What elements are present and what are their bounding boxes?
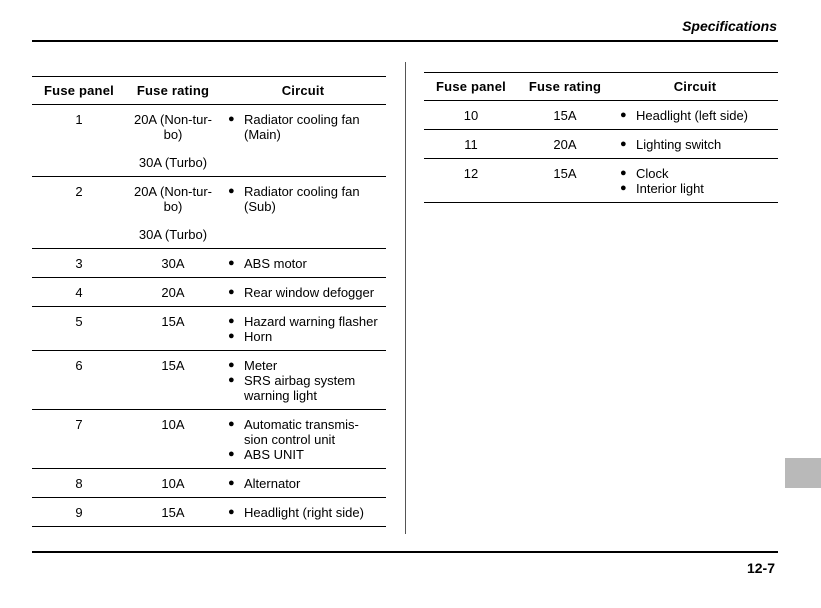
bullet-icon: ● xyxy=(228,315,235,327)
table-header-row xyxy=(32,77,386,105)
circuit-label: Horn xyxy=(244,329,273,344)
circuit-label: Hazard warning flasher xyxy=(244,314,378,329)
circuit-item xyxy=(226,112,386,142)
circuit-item xyxy=(226,184,386,214)
table-header-row xyxy=(424,73,778,101)
fuse-panel-number: 5 xyxy=(32,307,126,351)
circuit-item xyxy=(618,181,778,196)
page-number: 12-7 xyxy=(746,560,775,576)
bullet-icon: ● xyxy=(228,113,235,125)
circuit-item xyxy=(226,476,386,491)
fuse-rating: 15A xyxy=(553,166,577,181)
circuit-cell xyxy=(220,177,386,249)
fuse-rating: 20A (Non-tur- bo) xyxy=(133,184,213,214)
fuse-rating-cell xyxy=(126,249,220,278)
circuit-cell xyxy=(220,278,386,307)
fuse-rating: 30A xyxy=(161,256,185,271)
fuse-panel-number: 11 xyxy=(424,130,518,159)
fuse-rating: 15A xyxy=(161,505,185,520)
circuit-item xyxy=(226,505,386,520)
fuse-panel-number: 2 xyxy=(32,177,126,249)
circuit-item xyxy=(226,314,386,329)
circuit-cell xyxy=(220,105,386,177)
fuse-rating-cell xyxy=(518,159,612,203)
fuse-rating-cell xyxy=(126,351,220,410)
circuit-label: Rear window defogger xyxy=(244,285,375,300)
table-row xyxy=(32,469,386,498)
bullet-icon: ● xyxy=(228,448,235,460)
circuit-item xyxy=(226,285,386,300)
bullet-icon: ● xyxy=(228,359,235,371)
fuse-rating-cell xyxy=(518,130,612,159)
circuit-label: Headlight (right side) xyxy=(244,505,364,520)
fuse-rating: 10A xyxy=(161,476,185,491)
header-circuit: Circuit xyxy=(220,77,386,105)
bullet-icon: ● xyxy=(620,167,627,179)
fuse-rating-cell xyxy=(126,307,220,351)
circuit-item xyxy=(226,373,386,403)
circuit-cell xyxy=(612,101,778,130)
fuse-panel-number: 6 xyxy=(32,351,126,410)
table-row xyxy=(32,498,386,527)
fuse-table-left xyxy=(32,76,386,527)
bullet-icon: ● xyxy=(228,185,235,197)
fuse-rating-cell xyxy=(126,105,220,177)
header-fuse-rating: Fuse rating xyxy=(126,77,220,105)
table-row xyxy=(32,307,386,351)
circuit-label: Lighting switch xyxy=(636,137,722,152)
fuse-rating-cell xyxy=(126,469,220,498)
bullet-icon: ● xyxy=(620,182,627,194)
circuit-label: Meter xyxy=(244,358,278,373)
circuit-label: SRS airbag system warning light xyxy=(244,373,356,403)
fuse-panel-number: 1 xyxy=(32,105,126,177)
fuse-rating: 20A xyxy=(553,137,577,152)
circuit-label: Radiator cooling fan (Main) xyxy=(244,112,360,142)
circuit-item xyxy=(226,358,386,373)
circuit-item xyxy=(226,447,386,462)
fuse-rating: 30A (Turbo) xyxy=(138,155,208,170)
fuse-rating: 20A xyxy=(161,285,185,300)
circuit-item xyxy=(618,137,778,152)
circuit-cell xyxy=(220,351,386,410)
fuse-panel-number: 10 xyxy=(424,101,518,130)
fuse-panel-number: 7 xyxy=(32,410,126,469)
fuse-panel-number: 12 xyxy=(424,159,518,203)
fuse-panel-number: 9 xyxy=(32,498,126,527)
fuse-rating-cell xyxy=(126,410,220,469)
table-row xyxy=(32,410,386,469)
table-row xyxy=(32,105,386,177)
bullet-icon: ● xyxy=(228,257,235,269)
circuit-label: Headlight (left side) xyxy=(636,108,748,123)
bullet-icon: ● xyxy=(228,477,235,489)
fuse-rating-cell xyxy=(126,177,220,249)
circuit-cell xyxy=(220,498,386,527)
circuit-cell xyxy=(220,307,386,351)
bullet-icon: ● xyxy=(228,506,235,518)
chapter-tab xyxy=(785,458,821,488)
page-section-title: Specifications xyxy=(682,18,777,34)
bullet-icon: ● xyxy=(620,109,627,121)
fuse-panel-number: 8 xyxy=(32,469,126,498)
fuse-rating: 20A (Non-tur- bo) xyxy=(133,112,213,142)
fuse-rating: 15A xyxy=(161,358,185,373)
header-circuit: Circuit xyxy=(612,73,778,101)
circuit-label: Radiator cooling fan (Sub) xyxy=(244,184,360,214)
circuit-cell xyxy=(612,159,778,203)
bullet-icon: ● xyxy=(228,374,235,386)
fuse-rating-cell xyxy=(126,278,220,307)
circuit-label: Alternator xyxy=(244,476,301,491)
table-row xyxy=(32,278,386,307)
bullet-icon: ● xyxy=(228,330,235,342)
bullet-icon: ● xyxy=(620,138,627,150)
header-rule xyxy=(32,40,778,42)
circuit-item xyxy=(618,108,778,123)
table-row xyxy=(424,130,778,159)
circuit-item xyxy=(226,417,386,447)
circuit-cell xyxy=(612,130,778,159)
table-row xyxy=(424,101,778,130)
circuit-item xyxy=(226,256,386,271)
circuit-item xyxy=(618,166,778,181)
table-row xyxy=(32,351,386,410)
table-row xyxy=(32,249,386,278)
column-divider xyxy=(405,62,406,534)
fuse-rating: 15A xyxy=(553,108,577,123)
circuit-label: Clock xyxy=(636,166,669,181)
table-row xyxy=(32,177,386,249)
bullet-icon: ● xyxy=(228,418,235,430)
fuse-rating-cell xyxy=(126,498,220,527)
fuse-rating: 30A (Turbo) xyxy=(138,227,208,242)
fuse-panel-number: 4 xyxy=(32,278,126,307)
circuit-cell xyxy=(220,469,386,498)
circuit-item xyxy=(226,329,386,344)
circuit-cell xyxy=(220,249,386,278)
fuse-panel-number: 3 xyxy=(32,249,126,278)
footer-rule xyxy=(32,551,778,553)
header-fuse-rating: Fuse rating xyxy=(518,73,612,101)
circuit-label: Automatic transmis- sion control unit xyxy=(244,417,359,447)
fuse-rating: 15A xyxy=(161,314,185,329)
circuit-label: ABS UNIT xyxy=(244,447,304,462)
fuse-rating-cell xyxy=(518,101,612,130)
circuit-cell xyxy=(220,410,386,469)
fuse-table-right xyxy=(424,72,778,203)
bullet-icon: ● xyxy=(228,286,235,298)
table-row xyxy=(424,159,778,203)
fuse-rating: 10A xyxy=(161,417,185,432)
circuit-label: Interior light xyxy=(636,181,704,196)
circuit-label: ABS motor xyxy=(244,256,307,271)
header-fuse-panel: Fuse panel xyxy=(32,77,126,105)
header-fuse-panel: Fuse panel xyxy=(424,73,518,101)
